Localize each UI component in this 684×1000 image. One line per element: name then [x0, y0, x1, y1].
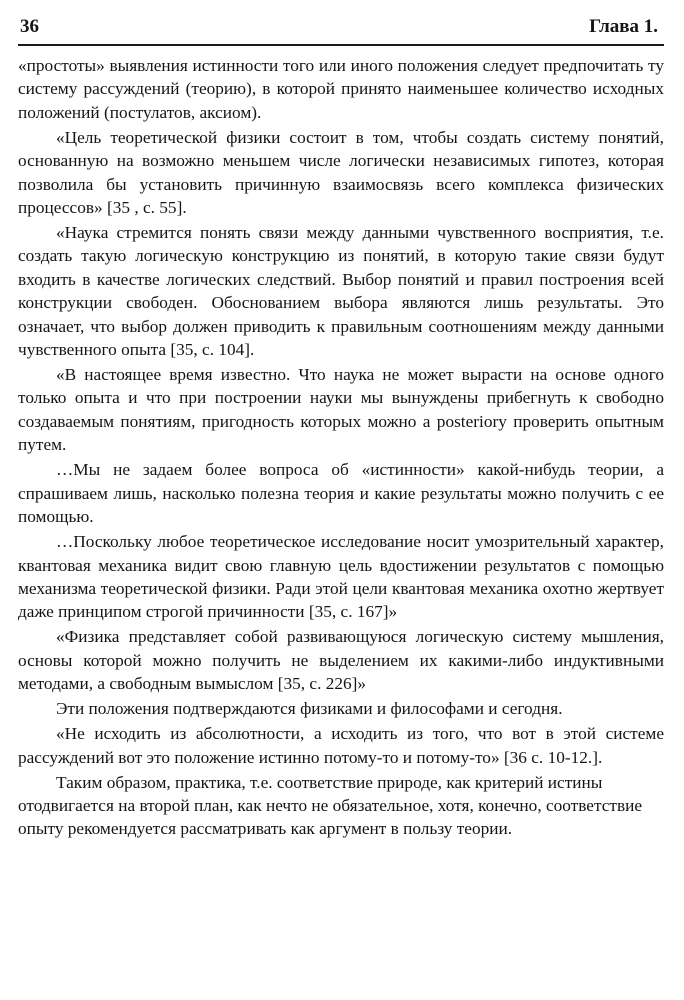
quote-paragraph: …Мы не задаем более вопроса об «истинности» какой-нибудь теории, а спрашиваем лишь, насколько полезна теория и какие результаты можно получить с ее помощью. [18, 460, 664, 527]
quote-paragraph: «В настоящее время известно. Что наука не может вырасти на основе одного только опыта и что при построении науки мы вынуждены прибегнуть к свободно создаваемым понятиям, пригодность которых можно a posteriory проверить опытным путем. [18, 365, 664, 455]
body-text [18, 54, 664, 842]
conclusion-paragraph: Таким образом, практика, т.е. соответствие природе, как критерий истины отодвигается на второй план, как нечто не обязательное, хотя, конечно, соответствие опыту рекомендуется рассматривать как аргумент в пользу теории. [18, 772, 643, 839]
quote-paragraph: «Наука стремится понять связи между данными чувственного восприятия, т.е. создать такую логическую конструкцию из понятий, в которую такие связи будут входить в качестве логических следствий. Выбор понятий и правил построения всей конструкции свободен. Обоснованием выбора являются лишь результаты. Это означает, что выбор должен приводить к правильным соотношениям между данными чувственного опыта [35, с. 104]. [18, 223, 664, 360]
quote-paragraph: «Цель теоретической физики состоит в том, чтобы создать систему понятий, основанную на возможно меньшем числе логически независимых гипотез, которая позволила бы установить причинную взаимосвязь всего комплекса физических процессов» [35 , с. 55]. [18, 127, 664, 218]
paragraph-continuation: «простоты» выявления истинности того или иного положения следует предпочитать ту систему рассуждений (теорию), в которой принято наименьшее количество исходных положений (постулатов, аксиом). [18, 56, 664, 122]
paragraph: Эти положения подтверждаются физиками и философами и сегодня. [56, 699, 563, 719]
quote-paragraph: «Не исходить из абсолютности, а исходить из того, что вот в этой системе рассуждений вот это положение истинно потому-то и потому-то» [36 с. 10-12.]. [18, 724, 664, 767]
running-header [18, 14, 664, 46]
page-number: 36 [20, 16, 39, 37]
chapter-title: Глава 1. [589, 16, 658, 37]
quote-paragraph: «Физика представляет собой развивающуюся логическую систему мышления, основы которой можно получить не выделением их какими-либо индуктивными методами, а свободным вымыслом [35, с. 226]» [18, 627, 664, 694]
quote-paragraph: …Поскольку любое теоретическое исследование носит умозрительный характер, квантовая механика видит свою главную цель вдостижении результатов с помощью механизма теоретической физики. Ради этой цели квантовая механика охотно жертвует даже принципом строгой причинности [35, с. 167]» [18, 532, 664, 622]
